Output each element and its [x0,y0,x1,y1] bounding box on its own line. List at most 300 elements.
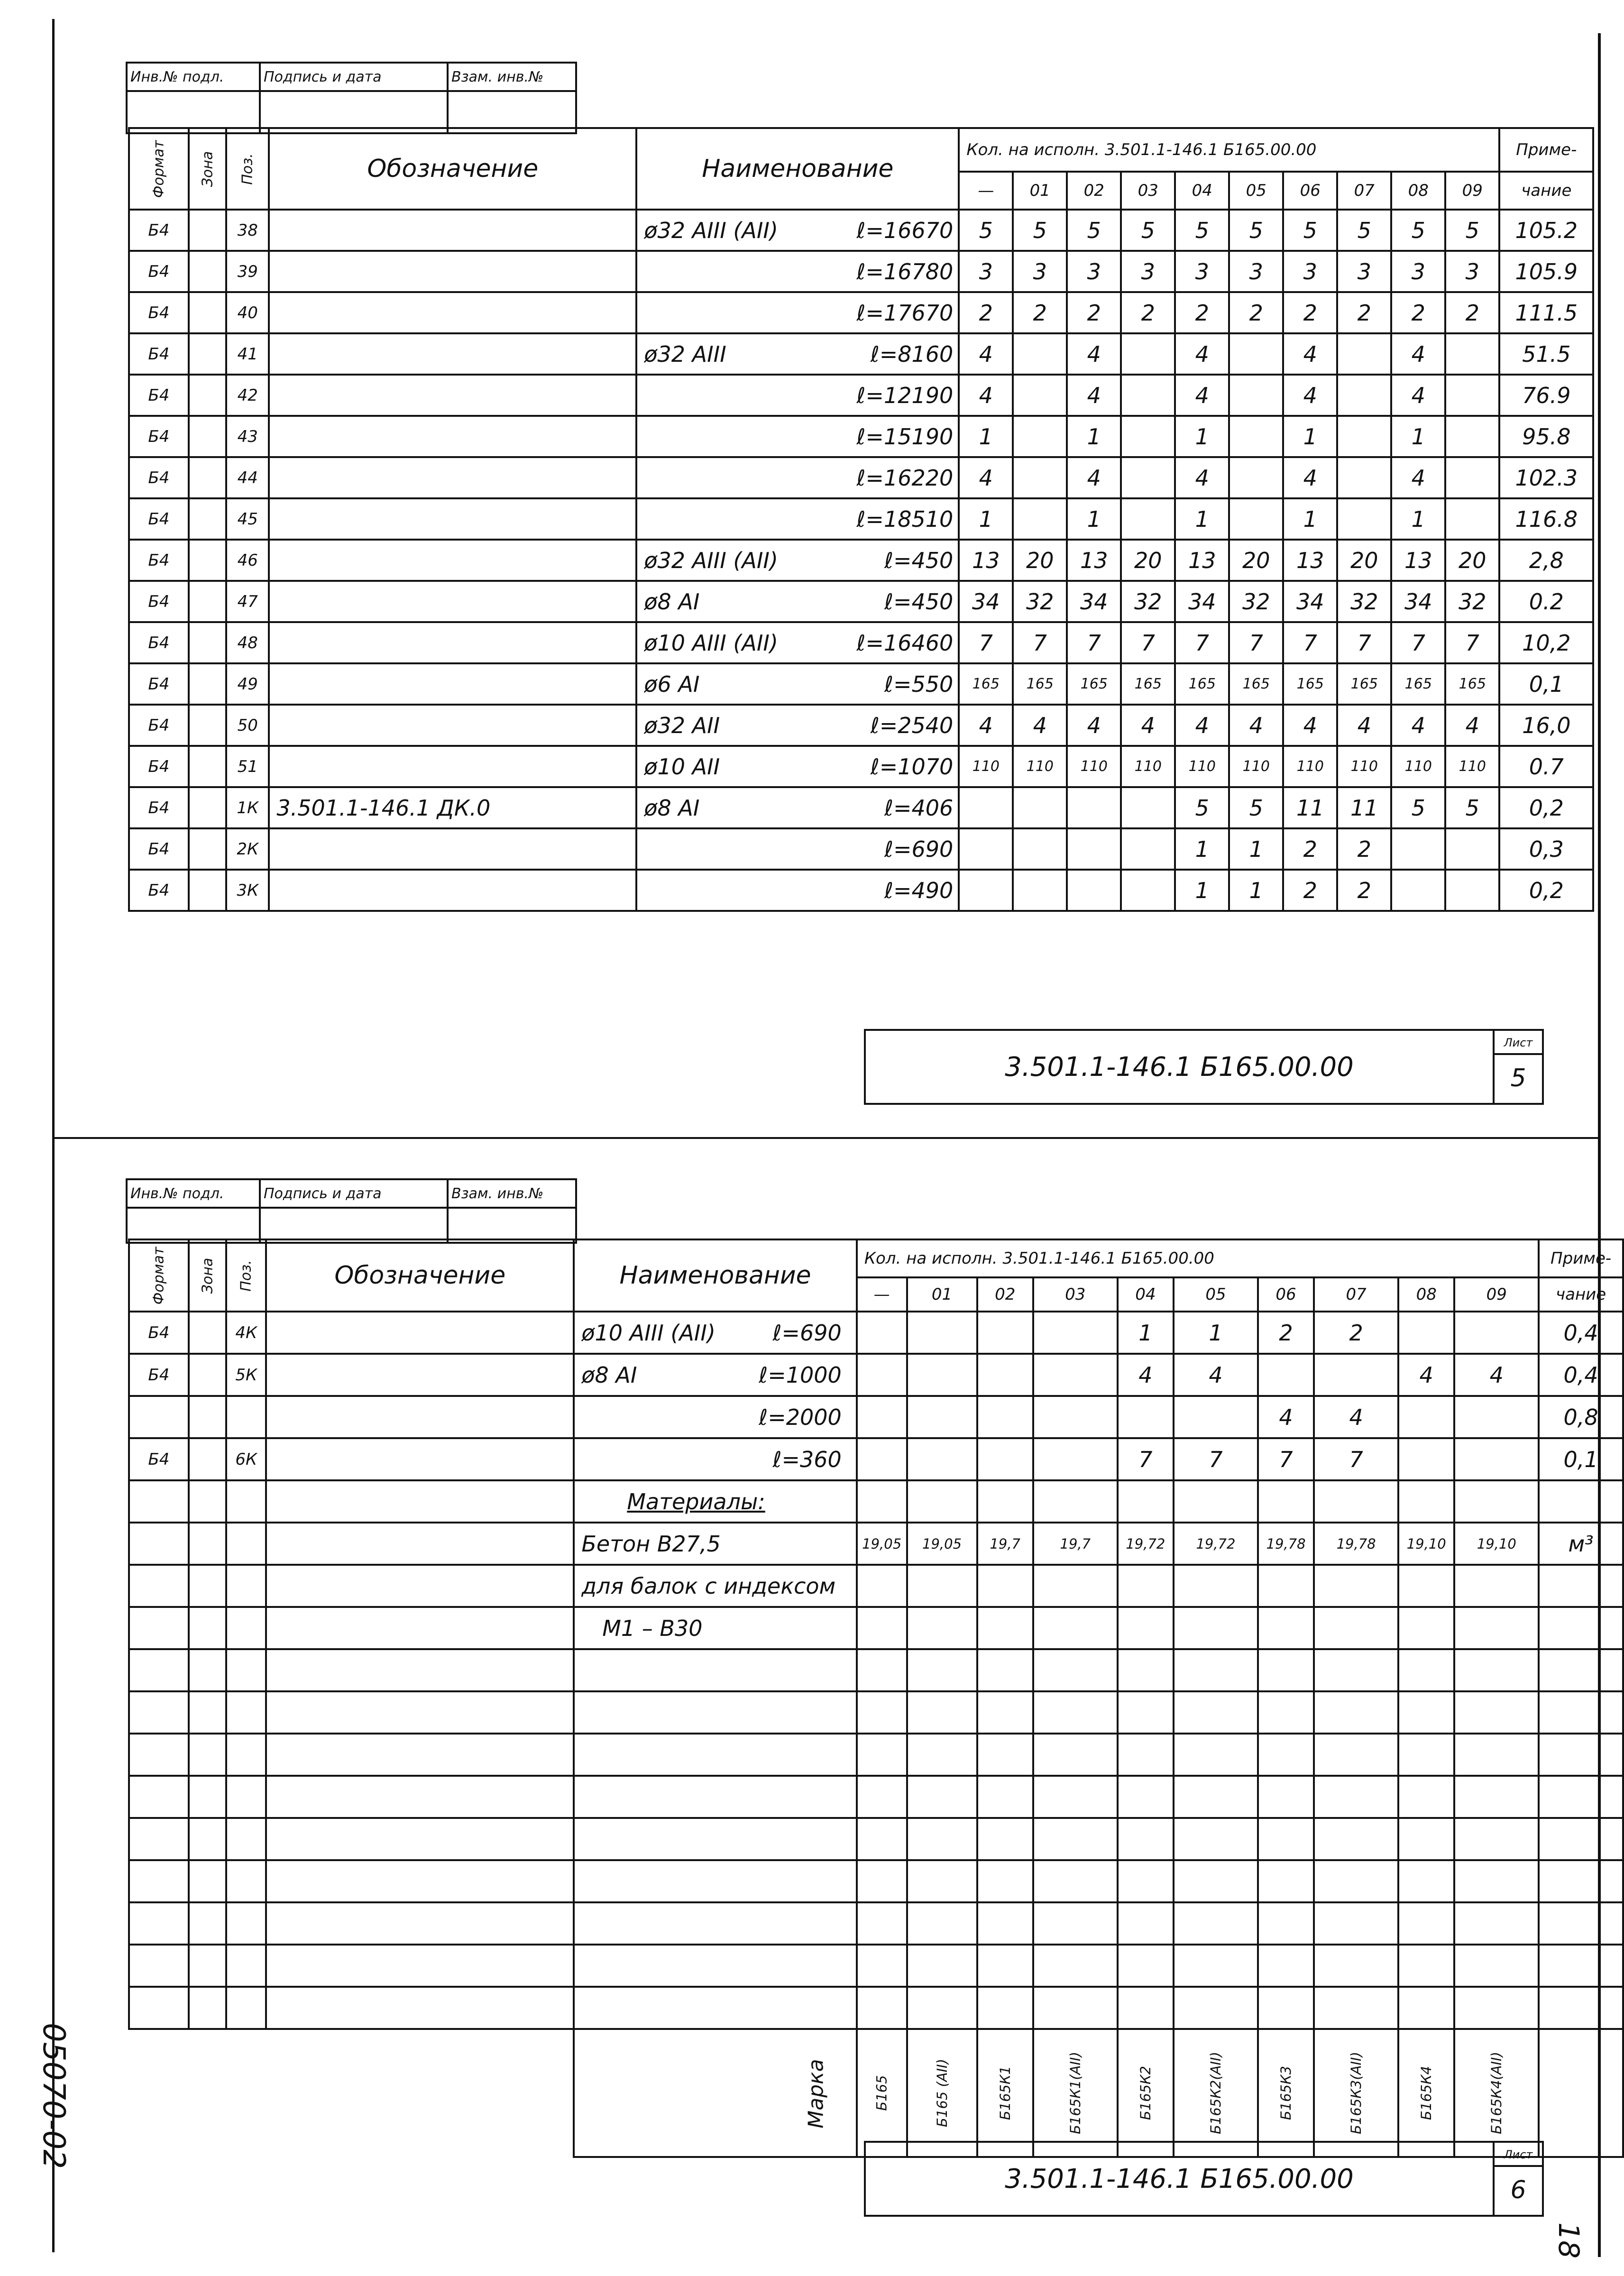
qty-cell [1033,1354,1118,1396]
name-cell [636,333,959,375]
designation-cell [266,1818,574,1860]
qty-cell [1258,1987,1314,2029]
pos-cell [226,1987,266,2029]
qty-cell [1454,1480,1539,1523]
zone-cell [189,292,227,333]
qty-cell: 7 [1229,622,1283,663]
variant-header: 01 [907,1277,977,1312]
designation-cell [269,622,636,663]
qty-cell: 19,10 [1454,1523,1539,1565]
qty-cell: 2 [1229,292,1283,333]
qty-cell: 34 [1391,581,1445,622]
qty-cell [1398,1987,1454,2029]
qty-cell: 20 [1445,540,1499,581]
sig-sign-label: Подпись и дата [260,1179,448,1208]
qty-cell [907,1860,977,1902]
qty-cell [1398,1734,1454,1776]
format-cell: Б4 [129,828,189,870]
name-text: ø6 АI [644,671,700,697]
note-cell [1539,1818,1623,1860]
qty-cell [977,1354,1033,1396]
qty-cell [1445,416,1499,457]
qty-cell: 110 [1445,746,1499,787]
qty-cell: 4 [1391,375,1445,416]
spec-row [129,1607,1623,1649]
qty-cell: 4 [1454,1354,1539,1396]
qty-cell [1013,787,1067,828]
qty-cell [857,1987,907,2029]
qty-cell: 1 [1175,828,1229,870]
format-cell: Б4 [129,210,189,251]
qty-cell: 4 [1067,705,1121,746]
qty-cell [907,1607,977,1649]
header-note-bottom: чание [1499,172,1593,210]
note-cell: м³ [1539,1523,1623,1565]
format-cell: Б4 [129,622,189,663]
qty-cell [1118,1649,1174,1691]
note-cell: 95.8 [1499,416,1593,457]
format-cell [129,1776,189,1818]
qty-cell: 4 [1283,375,1337,416]
pos-cell: 50 [226,705,269,746]
format-cell: Б4 [129,1438,189,1480]
spec-row [129,1354,1623,1396]
variant-header: 01 [1013,172,1067,210]
zone-cell [189,705,227,746]
designation-cell [269,292,636,333]
signature-block [126,62,577,134]
qty-cell: 7 [1283,622,1337,663]
qty-cell [1454,1818,1539,1860]
qty-cell [1121,333,1175,375]
format-cell [129,1480,189,1523]
qty-cell: 7 [1118,1438,1174,1480]
qty-cell: 3 [1445,251,1499,292]
pos-cell [226,1902,266,1945]
name-cell [636,828,959,870]
qty-cell [857,1818,907,1860]
length-text: ℓ=2000 [759,1404,842,1430]
name-text: ø32 АIII [644,341,726,367]
qty-cell [977,1945,1033,1987]
note-cell [1539,1860,1623,1902]
qty-cell [1258,1649,1314,1691]
qty-cell [1229,498,1283,540]
zone-cell [189,581,227,622]
sig-inv-label: Инв.№ подл. [127,63,260,91]
qty-cell [907,1312,977,1354]
qty-cell: 2 [1445,292,1499,333]
qty-cell: 7 [1175,622,1229,663]
name-cell [574,1818,857,1860]
qty-cell: 2 [959,292,1013,333]
spec-row [129,375,1593,416]
format-cell: Б4 [129,663,189,705]
qty-cell [1174,1987,1258,2029]
variant-header: 02 [977,1277,1033,1312]
header-pos: Поз. [226,128,269,210]
qty-cell: 2 [1258,1312,1314,1354]
qty-cell: 3 [1013,251,1067,292]
name-text: ø10 АII [644,753,720,780]
qty-cell: 7 [1258,1438,1314,1480]
qty-cell [1398,1607,1454,1649]
qty-cell [1454,1902,1539,1945]
qty-cell [1033,1734,1118,1776]
note-cell: 102.3 [1499,457,1593,498]
sheet-label: Лист [1495,1032,1542,1055]
qty-cell: 7 [1013,622,1067,663]
qty-cell: 7 [1314,1438,1398,1480]
name-cell [574,1649,857,1691]
spec-row [129,1565,1623,1607]
qty-cell: 4 [1067,375,1121,416]
page-number: 18 [1552,2222,1585,2259]
spec-row [129,416,1593,457]
qty-cell: 34 [959,581,1013,622]
variant-header: 09 [1454,1277,1539,1312]
qty-cell [1033,1480,1118,1523]
pos-cell: 48 [226,622,269,663]
spec-row [129,581,1593,622]
qty-cell [1445,457,1499,498]
qty-cell: 110 [959,746,1013,787]
length-text: ℓ=690 [772,1320,842,1346]
spec-row [129,1734,1623,1776]
variant-header: 07 [1337,172,1391,210]
qty-cell [1174,1945,1258,1987]
qty-cell [1258,1734,1314,1776]
designation-cell [269,333,636,375]
qty-cell [1013,828,1067,870]
pos-cell: 2К [226,828,269,870]
qty-cell: 2 [1013,292,1067,333]
qty-cell [1398,1565,1454,1607]
qty-cell [1033,1776,1118,1818]
qty-cell [1314,1987,1398,2029]
pos-cell: 3К [226,870,269,911]
qty-cell [1454,1776,1539,1818]
qty-cell: 19,72 [1118,1523,1174,1565]
qty-cell [1258,1945,1314,1987]
qty-cell: 4 [1283,705,1337,746]
qty-cell [1118,1860,1174,1902]
qty-cell: 4 [1283,457,1337,498]
zone-cell [189,663,227,705]
header-name: Наименование [574,1239,857,1312]
qty-cell [907,1438,977,1480]
format-cell: Б4 [129,251,189,292]
name-text: для балок с индексом [581,1573,836,1599]
length-text: ℓ=12190 [856,382,954,408]
name-text: М1 – В30 [581,1615,703,1641]
zone-cell [189,1818,227,1860]
qty-cell: 2 [1391,292,1445,333]
qty-cell: 165 [1013,663,1067,705]
qty-cell [1033,1818,1118,1860]
name-cell [636,416,959,457]
qty-cell [1033,1565,1118,1607]
qty-cell [1314,1776,1398,1818]
qty-cell [1398,1312,1454,1354]
qty-cell: 7 [1174,1438,1258,1480]
qty-cell [1314,1607,1398,1649]
sheet-number: 6 [1510,2176,1526,2204]
qty-cell [1454,1649,1539,1691]
name-cell [636,498,959,540]
qty-cell: 1 [1229,870,1283,911]
name-cell [574,1987,857,2029]
format-cell: Б4 [129,870,189,911]
pos-cell: 41 [226,333,269,375]
qty-cell [857,1649,907,1691]
format-cell: Б4 [129,498,189,540]
qty-cell [977,1734,1033,1776]
zone-cell [189,540,227,581]
qty-cell [1337,457,1391,498]
marka-cell: Б165 (АII) [907,2029,977,2157]
spec-row [129,1523,1623,1565]
qty-cell [1258,1776,1314,1818]
qty-cell [1445,375,1499,416]
qty-cell: 11 [1337,787,1391,828]
qty-cell [1121,828,1175,870]
header-qty: Кол. на исполн. 3.501.1-146.1 Б165.00.00 [857,1239,1539,1277]
note-cell: 2,8 [1499,540,1593,581]
qty-cell: 1 [1175,498,1229,540]
qty-cell [1258,1691,1314,1734]
pos-cell [226,1776,266,1818]
title-code: 3.501.1-146.1 Б165.00.00 [865,2142,1494,2216]
note-cell: 76.9 [1499,375,1593,416]
zone-cell [189,1396,227,1438]
pos-cell [226,1649,266,1691]
qty-cell: 13 [1391,540,1445,581]
qty-cell: 110 [1229,746,1283,787]
qty-cell [1314,1649,1398,1691]
qty-cell [1174,1649,1258,1691]
note-cell: 51.5 [1499,333,1593,375]
qty-cell [1445,333,1499,375]
qty-cell: 19,78 [1314,1523,1398,1565]
qty-cell [1445,498,1499,540]
spec-row [129,787,1593,828]
qty-cell: 5 [1391,210,1445,251]
qty-cell [1033,1312,1118,1354]
name-text: ø8 АI [644,588,700,615]
qty-cell [1398,1438,1454,1480]
designation-cell: 3.501.1-146.1 ДК.0 [269,787,636,828]
pos-cell [226,1523,266,1565]
header-zone: Зона [189,128,227,210]
name-cell [574,1480,857,1523]
qty-cell [1118,1480,1174,1523]
length-text: ℓ=15190 [856,423,954,450]
pos-cell [226,1945,266,1987]
pos-cell [226,1860,266,1902]
variant-header: 09 [1445,172,1499,210]
name-cell [636,581,959,622]
zone-cell [189,870,227,911]
designation-cell [269,251,636,292]
marka-cell: Б165К1(АII) [1033,2029,1118,2157]
qty-cell [1033,1945,1118,1987]
qty-cell [1445,870,1499,911]
length-text: ℓ=18510 [856,506,954,532]
variant-header: 07 [1314,1277,1398,1312]
qty-cell [907,1987,977,2029]
qty-cell: 4 [1175,457,1229,498]
qty-cell: 5 [1283,210,1337,251]
signature-block [126,1178,577,1244]
qty-cell: 1 [1283,416,1337,457]
format-cell [129,1607,189,1649]
qty-cell: 4 [1314,1396,1398,1438]
qty-cell [959,787,1013,828]
qty-cell: 165 [959,663,1013,705]
qty-cell [907,1396,977,1438]
spec-row [129,1776,1623,1818]
designation-cell [269,210,636,251]
qty-cell [1391,828,1445,870]
name-text: ø10 АIII (АII) [581,1320,716,1346]
qty-cell [1398,1818,1454,1860]
marka-cell: Б165 [857,2029,907,2157]
spec-row [129,498,1593,540]
format-cell: Б4 [129,333,189,375]
qty-cell [1033,1438,1118,1480]
spec-table-1 [128,127,1594,1017]
qty-cell [1229,333,1283,375]
note-cell [1539,1945,1623,1987]
format-cell [129,1902,189,1945]
qty-cell [1229,457,1283,498]
qty-cell [1314,1354,1398,1396]
zone-cell [189,828,227,870]
qty-cell: 1 [1175,416,1229,457]
empty-row [129,911,1593,949]
zone-cell [189,1734,227,1776]
qty-cell [907,1776,977,1818]
note-cell [1539,1987,1623,2029]
qty-cell [857,1734,907,1776]
variant-header: 06 [1283,172,1337,210]
qty-cell [1174,1902,1258,1945]
qty-cell: 4 [1391,705,1445,746]
qty-cell [1121,457,1175,498]
qty-cell [1391,870,1445,911]
qty-cell [1258,1860,1314,1902]
qty-cell [1314,1565,1398,1607]
variant-header: — [857,1277,907,1312]
qty-cell [1174,1396,1258,1438]
zone-cell [189,1649,227,1691]
note-cell: 0,3 [1499,828,1593,870]
zone-cell [189,1438,227,1480]
note-cell [1539,1776,1623,1818]
qty-cell [1121,870,1175,911]
qty-cell [1118,1945,1174,1987]
designation-cell [269,870,636,911]
spec-row [129,457,1593,498]
qty-cell: 4 [1175,333,1229,375]
qty-cell [1337,375,1391,416]
qty-cell: 2 [1337,292,1391,333]
qty-cell [1033,1987,1118,2029]
qty-cell [1454,1860,1539,1902]
pos-cell: 45 [226,498,269,540]
qty-cell: 4 [1121,705,1175,746]
qty-cell [1013,375,1067,416]
spec-row [129,1312,1623,1354]
sig-replace-label: Взам. инв.№ [448,1179,576,1208]
variant-header: 05 [1174,1277,1258,1312]
format-cell [129,1818,189,1860]
marka-label-cell: Марка [574,2029,857,2157]
designation-cell [269,416,636,457]
name-cell [574,1438,857,1480]
length-text: ℓ=8160 [870,341,954,367]
pos-cell [226,1607,266,1649]
qty-cell [1118,1902,1174,1945]
qty-cell [1454,1565,1539,1607]
qty-cell [907,1734,977,1776]
qty-cell [977,1438,1033,1480]
qty-cell [1454,1691,1539,1734]
qty-cell: 4 [1067,457,1121,498]
name-cell [574,1354,857,1396]
qty-cell: 20 [1229,540,1283,581]
note-cell [1539,1607,1623,1649]
qty-cell [857,1396,907,1438]
qty-cell [1398,1480,1454,1523]
qty-cell [1118,1776,1174,1818]
qty-cell: 2 [1283,292,1337,333]
qty-cell [857,1902,907,1945]
spec-row [129,1480,1623,1523]
zone-cell [189,457,227,498]
qty-cell: 34 [1067,581,1121,622]
qty-cell [1118,1987,1174,2029]
name-text: ø8 АI [581,1362,637,1388]
designation-cell [269,828,636,870]
name-cell [574,1776,857,1818]
qty-cell [977,1902,1033,1945]
qty-cell: 20 [1337,540,1391,581]
qty-cell: 2 [1283,828,1337,870]
variant-header: 05 [1229,172,1283,210]
spec-row [129,1438,1623,1480]
qty-cell [1174,1480,1258,1523]
designation-cell [266,1649,574,1691]
designation-cell [266,1565,574,1607]
qty-cell [1314,1818,1398,1860]
zone-cell [189,1987,227,2029]
qty-cell [1258,1480,1314,1523]
qty-cell: 32 [1121,581,1175,622]
marka-cell: Б165К2(АII) [1174,2029,1258,2157]
qty-cell: 4 [1258,1396,1314,1438]
note-cell: 0.2 [1499,581,1593,622]
qty-cell: 2 [1121,292,1175,333]
sig-inv-label: Инв.№ подл. [127,1179,260,1208]
zone-cell [189,1902,227,1945]
note-cell: 0,2 [1499,870,1593,911]
spec-table-2 [128,1239,1624,2158]
sheet-label: Лист [1495,2144,1542,2167]
name-cell [574,1607,857,1649]
qty-cell [907,1945,977,1987]
